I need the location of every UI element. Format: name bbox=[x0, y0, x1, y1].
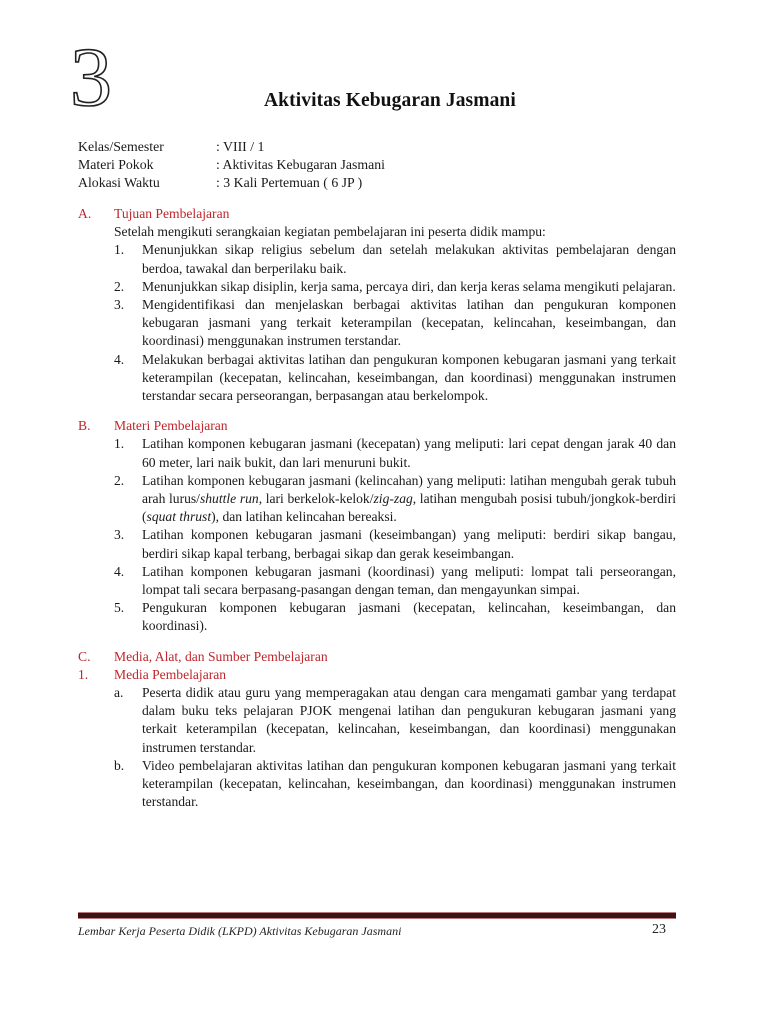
meta-label: Alokasi Waktu bbox=[78, 175, 160, 190]
section-letter: C. bbox=[78, 648, 91, 664]
list-text: Latihan komponen kebugaran jasmani (koordinasi) yang meliputi: lompat tali perseorangan, lompat tali secara berpasang-pasangan dengan teman, dan mengayunkan simpai. bbox=[142, 563, 676, 598]
list-letter: b. bbox=[114, 757, 125, 773]
meta-value: : 3 Kali Pertemuan ( 6 JP ) bbox=[216, 175, 363, 190]
section-heading-b bbox=[78, 417, 676, 435]
section-title: Materi Pembelajaran bbox=[114, 418, 228, 434]
list-number: 4. bbox=[114, 563, 125, 579]
chapter-number: 3 bbox=[70, 31, 112, 124]
section-title: Media, Alat, dan Sumber Pembelajaran bbox=[114, 648, 328, 664]
list-item bbox=[78, 472, 676, 527]
list-number: 1. bbox=[114, 436, 125, 452]
list-number: 5. bbox=[114, 600, 125, 616]
meta-row-alokasi bbox=[78, 174, 385, 192]
list-text: Video pembelajaran aktivitas latihan dan pengukuran komponen kebugaran jasmani yang terkait keterampilan (kecepatan, kelincahan, keseimbangan, dan koordinasi) menggunakan instrumen terstandar. bbox=[142, 757, 676, 810]
subsection-title: Media Pembelajaran bbox=[114, 666, 227, 682]
list-text: Mengidentifikasi dan menjelaskan berbagai aktivitas latihan dan pengukuran komponen kebugaran jasmani yang terkait keterampilan (kecepatan, kelincahan, keseimbangan, dan koordinasi) menggunakan instrumen terstandar. bbox=[142, 297, 676, 349]
page-title: Aktivitas Kebugaran Jasmani bbox=[264, 90, 516, 111]
list-text: Pengukuran komponen kebugaran jasmani (kecepatan, kelincahan, keseimbangan, dan koordinasi). bbox=[142, 600, 676, 634]
document-body bbox=[78, 205, 676, 812]
list-number: 1. bbox=[114, 242, 125, 258]
section-letter: B. bbox=[78, 418, 91, 434]
list-number: 2. bbox=[114, 278, 125, 294]
subsection-heading bbox=[78, 666, 676, 684]
section-heading-a bbox=[78, 205, 676, 223]
list-number: 3. bbox=[114, 527, 125, 543]
section-title: Tujuan Pembelajaran bbox=[114, 206, 230, 221]
list-letter: a. bbox=[114, 685, 124, 701]
meta-row-kelas bbox=[78, 138, 385, 156]
meta-info bbox=[78, 138, 385, 192]
list-item bbox=[78, 599, 676, 635]
section-intro: Setelah mengikuti serangkaian kegiatan pembelajaran ini peserta didik mampu: bbox=[114, 224, 546, 240]
list-number: 3. bbox=[114, 297, 125, 313]
list-text: Latihan komponen kebugaran jasmani (kelincahan) yang meliputi: latihan mengubah gerak tubuh arah lurus/shuttle run, lari berkelok-kelok/zig-zag, latihan mengubah posisi tubuh/jongkok-berdiri (squat thrust), dan latihan kelincahan bereaksi. bbox=[142, 472, 677, 525]
meta-value: : VIII / 1 bbox=[216, 139, 265, 154]
footer-text: Lembar Kerja Peserta Didik (LKPD) Aktivitas Kebugaran Jasmani bbox=[78, 924, 402, 938]
list-item bbox=[78, 757, 676, 812]
list-item bbox=[78, 278, 676, 296]
list-number: 2. bbox=[114, 472, 125, 488]
list-text: Peserta didik atau guru yang memperagakan atau dengan cara mengamati gambar yang terdapat dalam buku teks pelajaran PJOK mengenai latihan dan pengukuran kebugaran jasmani yang terkait keterampilan (kecepatan, kelincahan, keseimbangan, dan koordinasi) menggunakan instrumen terstandar. bbox=[142, 685, 676, 755]
list-item bbox=[78, 563, 676, 599]
list-item bbox=[78, 241, 676, 277]
list-text: Latihan komponen kebugaran jasmani (kecepatan) yang meliputi: lari cepat dengan jarak 40 dan 60 meter, lari naik bukit, dan lari menuruni bukit. bbox=[142, 436, 676, 470]
subsection-number: 1. bbox=[78, 666, 89, 682]
meta-label: Kelas/Semester bbox=[78, 139, 164, 154]
meta-label: Materi Pokok bbox=[78, 157, 154, 172]
list-item bbox=[78, 296, 676, 351]
list-text: Latihan komponen kebugaran jasmani (keseimbangan) yang meliputi: berdiri sikap bangau, berdiri sikap kapal terbang, berbagai sikap dan gerak keseimbangan. bbox=[142, 527, 676, 561]
section-letter: A. bbox=[78, 206, 92, 221]
list-item bbox=[78, 435, 676, 471]
list-text: Menunjukkan sikap religius sebelum dan setelah melakukan aktivitas pembelajaran dengan berdoa, tawakal dan berperilaku baik. bbox=[142, 242, 676, 276]
list-item bbox=[78, 526, 676, 562]
list-item bbox=[78, 351, 676, 406]
page-number: 23 bbox=[652, 922, 666, 937]
list-text: Menunjukkan sikap disiplin, kerja sama, percaya diri, dan kerja keras selama mengikuti pelajaran. bbox=[142, 278, 676, 294]
list-item bbox=[78, 684, 676, 757]
list-text: Melakukan berbagai aktivitas latihan dan pengukuran komponen kebugaran jasmani yang terkait keterampilan (kecepatan, kelincahan, keseimbangan, dan koordinasi) menggunakan instrumen terstandar secara perseorangan, berpasangan atau berkelompok. bbox=[142, 351, 676, 404]
footer-divider bbox=[78, 912, 676, 919]
meta-row-materi bbox=[78, 156, 385, 174]
list-number: 4. bbox=[114, 351, 125, 367]
section-heading-c bbox=[78, 648, 676, 666]
meta-value: : Aktivitas Kebugaran Jasmani bbox=[216, 157, 385, 172]
